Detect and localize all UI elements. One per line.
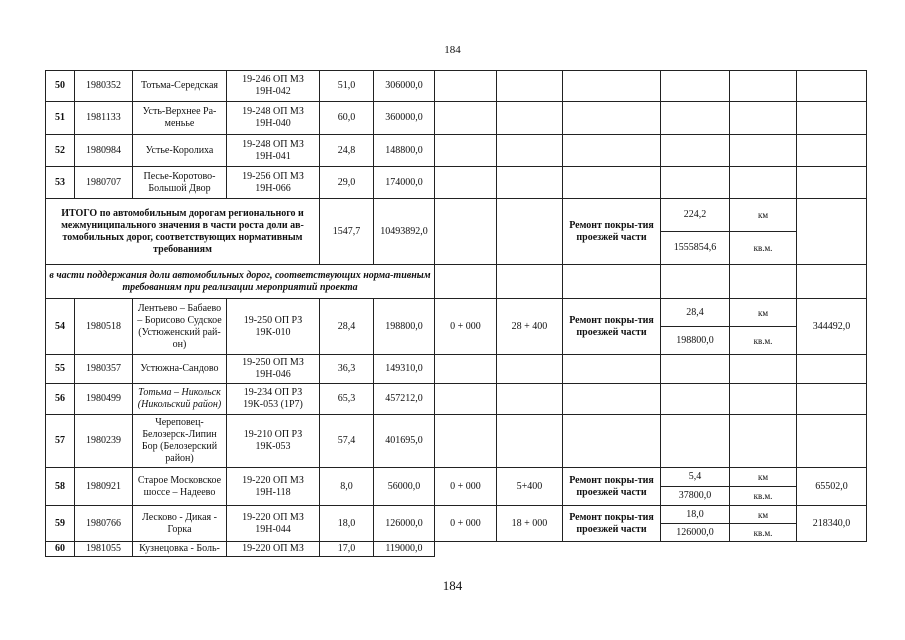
table-row — [46, 415, 867, 468]
empty-cell — [797, 167, 867, 199]
table-row — [46, 71, 867, 102]
road-id: 19-234 ОП РЗ 19К-053 (1Р7) — [227, 384, 320, 415]
empty-cell — [730, 415, 797, 468]
empty-cell — [730, 384, 797, 415]
road-cost: 149310,0 — [374, 355, 435, 384]
road-name: Лентьево – Бабаево – Борисово Судское (Устюженский рай-он) — [133, 299, 227, 355]
empty-cell — [435, 71, 497, 102]
row-number: 57 — [46, 415, 75, 468]
row-code: 1980984 — [75, 135, 133, 167]
empty-cell — [797, 415, 867, 468]
road-cost: 198800,0 — [374, 299, 435, 355]
row-code: 1980357 — [75, 355, 133, 384]
empty-cell — [797, 384, 867, 415]
km-value: 5,4 — [661, 468, 730, 487]
empty-cell — [497, 355, 563, 384]
row-code: 1980518 — [75, 299, 133, 355]
empty-cell — [563, 265, 661, 299]
table-row — [46, 506, 867, 524]
empty-cell — [730, 265, 797, 299]
road-name: Тотьма – Никольск (Никольский район) — [133, 384, 227, 415]
road-cost: 306000,0 — [374, 71, 435, 102]
table-row — [46, 167, 867, 199]
km-value: 28,4 — [661, 299, 730, 327]
empty-cell — [435, 265, 497, 299]
road-id: 19-220 ОП МЗ 19Н-118 — [227, 468, 320, 506]
road-cost: 148800,0 — [374, 135, 435, 167]
row-number: 50 — [46, 71, 75, 102]
repair-type: Ремонт покры-тия проезжей части — [563, 468, 661, 506]
table-row — [46, 135, 867, 167]
road-cost: 126000,0 — [374, 506, 435, 542]
roads-table — [45, 70, 867, 557]
start-km: 0 + 000 — [435, 468, 497, 506]
road-name: Кузнецовка - Боль- — [133, 542, 227, 557]
road-name: Тотьма-Середская — [133, 71, 227, 102]
empty-cell — [661, 135, 730, 167]
empty-cell — [563, 355, 661, 384]
road-id: 19-220 ОП МЗ — [227, 542, 320, 557]
sqm-value: 1555854,6 — [661, 232, 730, 265]
empty-cell — [797, 199, 867, 265]
empty-cell — [497, 265, 563, 299]
row-code: 1980239 — [75, 415, 133, 468]
row-number: 55 — [46, 355, 75, 384]
road-name: Лесково - Дикая - Горка — [133, 506, 227, 542]
row-number: 54 — [46, 299, 75, 355]
row-number: 53 — [46, 167, 75, 199]
road-length: 36,3 — [320, 355, 374, 384]
section-row — [46, 265, 867, 299]
empty-cell — [661, 415, 730, 468]
sqm-unit: кв.м. — [730, 524, 797, 542]
table-row — [46, 468, 867, 487]
itogo-label: ИТОГО по автомобильным дорогам регионального и межмуниципального значения в части роста доли ав-томобильных дорог, соответствующих нормативным требованиям — [46, 199, 320, 265]
empty-cell — [497, 71, 563, 102]
road-length: 17,0 — [320, 542, 374, 557]
table-row — [46, 102, 867, 135]
road-length: 8,0 — [320, 468, 374, 506]
empty-cell — [797, 265, 867, 299]
sqm-unit: кв.м. — [730, 487, 797, 506]
km-value: 18,0 — [661, 506, 730, 524]
total-value: 218340,0 — [797, 506, 867, 542]
road-length: 24,8 — [320, 135, 374, 167]
empty-cell — [797, 135, 867, 167]
empty-cell — [435, 199, 497, 265]
end-km: 5+400 — [497, 468, 563, 506]
table-row — [46, 299, 867, 327]
table-row — [46, 355, 867, 384]
km-unit: км — [730, 199, 797, 232]
empty-cell — [435, 167, 497, 199]
empty-cell — [661, 167, 730, 199]
repair-type: Ремонт покры-тия проезжей части — [563, 299, 661, 355]
road-cost: 401695,0 — [374, 415, 435, 468]
empty-cell — [497, 384, 563, 415]
empty-cell — [435, 384, 497, 415]
empty-cell — [661, 102, 730, 135]
end-km: 18 + 000 — [497, 506, 563, 542]
km-unit: км — [730, 299, 797, 327]
km-value: 224,2 — [661, 199, 730, 232]
road-id: 19-250 ОП РЗ 19К-010 — [227, 299, 320, 355]
empty-cell — [435, 102, 497, 135]
total-value: 65502,0 — [797, 468, 867, 506]
empty-cell — [730, 355, 797, 384]
road-length: 57,4 — [320, 415, 374, 468]
sqm-unit: кв.м. — [730, 232, 797, 265]
road-name: Песье-Коротово-Большой Двор — [133, 167, 227, 199]
empty-cell — [661, 71, 730, 102]
empty-cell — [563, 384, 661, 415]
repair-type: Ремонт покры-тия проезжей части — [563, 199, 661, 265]
road-name: Старое Московское шоссе – Надеево — [133, 468, 227, 506]
itogo-row — [46, 199, 867, 232]
row-code: 1980766 — [75, 506, 133, 542]
sqm-value: 37800,0 — [661, 487, 730, 506]
road-cost: 56000,0 — [374, 468, 435, 506]
row-code: 1980499 — [75, 384, 133, 415]
empty-cell — [497, 415, 563, 468]
sqm-value: 126000,0 — [661, 524, 730, 542]
road-cost: 360000,0 — [374, 102, 435, 135]
itogo-length: 1547,7 — [320, 199, 374, 265]
km-unit: км — [730, 506, 797, 524]
empty-cell — [497, 199, 563, 265]
empty-cell — [730, 71, 797, 102]
road-name: Усть-Верхнее Ра-меньье — [133, 102, 227, 135]
end-km: 28 + 400 — [497, 299, 563, 355]
road-id: 19-246 ОП МЗ 19Н-042 — [227, 71, 320, 102]
empty-cell — [730, 135, 797, 167]
road-name: Череповец-Белозерск-Липин Бор (Белозерский район) — [133, 415, 227, 468]
road-id: 19-248 ОП МЗ 19Н-040 — [227, 102, 320, 135]
row-number: 58 — [46, 468, 75, 506]
row-number: 51 — [46, 102, 75, 135]
road-cost: 457212,0 — [374, 384, 435, 415]
page-number-bottom: 184 — [442, 578, 463, 593]
road-name: Устье-Королиха — [133, 135, 227, 167]
empty-cell — [435, 135, 497, 167]
table-row — [46, 542, 867, 557]
empty-cell — [730, 102, 797, 135]
road-length: 51,0 — [320, 71, 374, 102]
total-value: 344492,0 — [797, 299, 867, 355]
km-unit: км — [730, 468, 797, 487]
road-id: 19-250 ОП МЗ 19Н-046 — [227, 355, 320, 384]
empty-cell — [435, 542, 867, 557]
empty-cell — [563, 71, 661, 102]
start-km: 0 + 000 — [435, 506, 497, 542]
road-id: 19-248 ОП МЗ 19Н-041 — [227, 135, 320, 167]
empty-cell — [497, 102, 563, 135]
row-number: 56 — [46, 384, 75, 415]
road-cost: 119000,0 — [374, 542, 435, 557]
road-id: 19-220 ОП МЗ 19Н-044 — [227, 506, 320, 542]
road-length: 18,0 — [320, 506, 374, 542]
empty-cell — [435, 415, 497, 468]
empty-cell — [563, 415, 661, 468]
row-code: 1980352 — [75, 71, 133, 102]
empty-cell — [435, 355, 497, 384]
itogo-cost: 10493892,0 — [374, 199, 435, 265]
row-code: 1980707 — [75, 167, 133, 199]
start-km: 0 + 000 — [435, 299, 497, 355]
road-length: 28,4 — [320, 299, 374, 355]
road-id: 19-210 ОП РЗ 19К-053 — [227, 415, 320, 468]
table-row — [46, 384, 867, 415]
empty-cell — [563, 167, 661, 199]
sqm-value: 198800,0 — [661, 327, 730, 355]
empty-cell — [497, 135, 563, 167]
page-number-top: 184 — [444, 44, 461, 56]
repair-type: Ремонт покры-тия проезжей части — [563, 506, 661, 542]
row-number: 59 — [46, 506, 75, 542]
road-cost: 174000,0 — [374, 167, 435, 199]
road-length: 29,0 — [320, 167, 374, 199]
empty-cell — [730, 167, 797, 199]
sqm-unit: кв.м. — [730, 327, 797, 355]
row-code: 1981133 — [75, 102, 133, 135]
empty-cell — [661, 355, 730, 384]
road-length: 65,3 — [320, 384, 374, 415]
empty-cell — [563, 135, 661, 167]
empty-cell — [797, 71, 867, 102]
row-number: 52 — [46, 135, 75, 167]
road-length: 60,0 — [320, 102, 374, 135]
road-name: Устюжна-Сандово — [133, 355, 227, 384]
road-id: 19-256 ОП МЗ 19Н-066 — [227, 167, 320, 199]
empty-cell — [497, 167, 563, 199]
empty-cell — [661, 265, 730, 299]
row-code: 1981055 — [75, 542, 133, 557]
section-title: в части поддержания доли автомобильных дорог, соответствующих норма-тивным требованиям при реализации мероприятий проекта — [46, 265, 435, 299]
empty-cell — [797, 102, 867, 135]
row-number: 60 — [46, 542, 75, 557]
row-code: 1980921 — [75, 468, 133, 506]
empty-cell — [797, 355, 867, 384]
empty-cell — [661, 384, 730, 415]
empty-cell — [563, 102, 661, 135]
